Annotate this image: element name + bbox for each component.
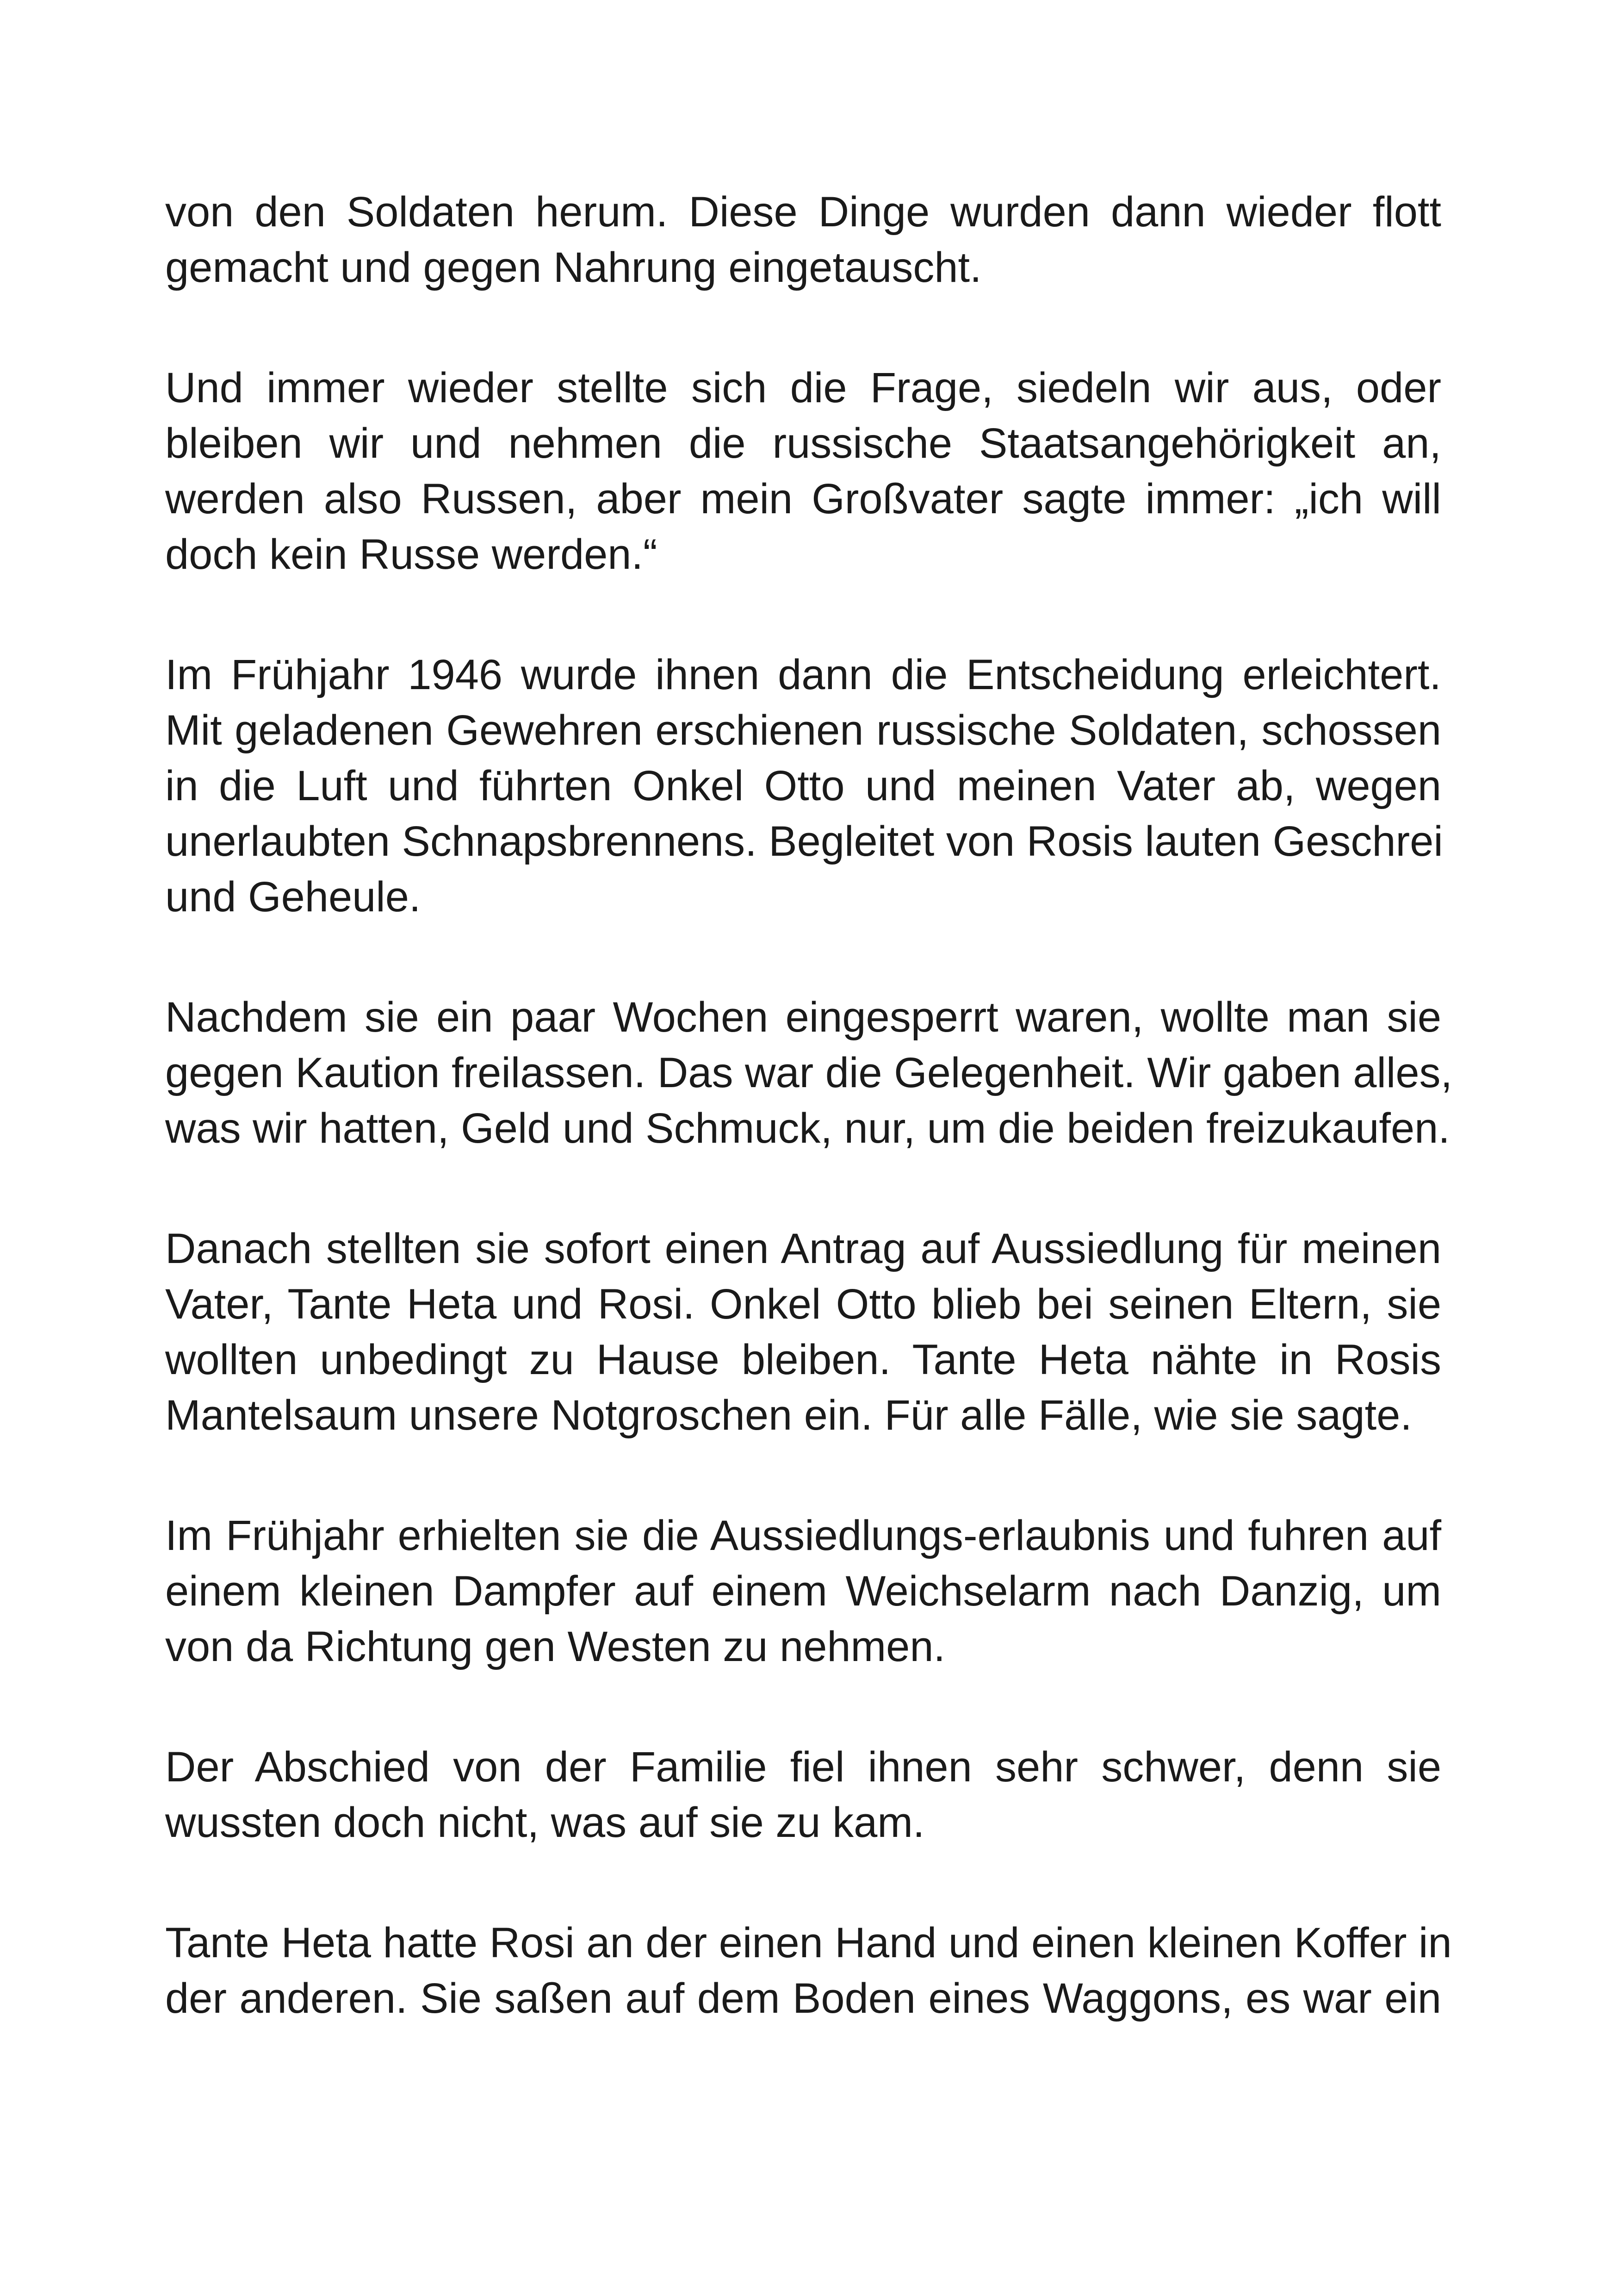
text-line: bleiben wir und nehmen die russische Staatsangehörigkeit an, <box>165 420 1441 467</box>
paragraph-7 <box>165 1739 1441 1850</box>
text-line: Danach stellten sie sofort einen Antrag auf Aussiedlung für meinen <box>165 1225 1441 1272</box>
paragraph-4 <box>165 989 1453 1156</box>
text-line: was wir hatten, Geld und Schmuck, nur, um die beiden freizukaufen. <box>165 1105 1450 1152</box>
text-line: Im Frühjahr erhielten sie die Aussiedlungs-erlaubnis und fuhren auf <box>165 1512 1441 1559</box>
text-line: Der Abschied von der Familie fiel ihnen sehr schwer, denn sie <box>165 1743 1441 1791</box>
text-line: Mit geladenen Gewehren erschienen russische Soldaten, schossen <box>165 707 1441 754</box>
text-line: von da Richtung gen Westen zu nehmen. <box>165 1623 946 1670</box>
paragraph-8 <box>165 1915 1452 2026</box>
paragraph-2 <box>165 360 1441 582</box>
text-line: Nachdem sie ein paar Wochen eingesperrt waren, wollte man sie <box>165 994 1441 1041</box>
text-line: doch kein Russe werden.“ <box>165 531 657 578</box>
text-line: Im Frühjahr 1946 wurde ihnen dann die Entscheidung erleichtert. <box>165 651 1441 698</box>
paragraph-5 <box>165 1221 1441 1443</box>
text-line: und Geheule. <box>165 873 421 921</box>
document-body <box>165 184 1453 2091</box>
text-line: in die Luft und führten Onkel Otto und meinen Vater ab, wegen <box>165 762 1441 809</box>
text-line: Vater, Tante Heta und Rosi. Onkel Otto blieb bei seinen Eltern, sie <box>165 1281 1441 1328</box>
text-line: gemacht und gegen Nahrung eingetauscht. <box>165 244 982 291</box>
text-line: werden also Russen, aber mein Großvater sagte immer: „ich will <box>165 475 1441 523</box>
text-line: Und immer wieder stellte sich die Frage, siedeln wir aus, oder <box>165 364 1441 411</box>
text-line: von den Soldaten herum. Diese Dinge wurden dann wieder flott <box>165 188 1441 236</box>
text-line: einem kleinen Dampfer auf einem Weichselarm nach Danzig, um <box>165 1568 1441 1615</box>
paragraph-3 <box>165 647 1441 925</box>
text-line: wussten doch nicht, was auf sie zu kam. <box>165 1799 925 1846</box>
text-line: Mantelsaum unsere Notgroschen ein. Für alle Fälle, wie sie sagte. <box>165 1392 1412 1439</box>
text-line: Tante Heta hatte Rosi an der einen Hand und einen kleinen Koffer in <box>165 1919 1452 1966</box>
text-line: der anderen. Sie saßen auf dem Boden eines Waggons, es war ein <box>165 1975 1441 2022</box>
text-line: wollten unbedingt zu Hause bleiben. Tante Heta nähte in Rosis <box>165 1336 1441 1383</box>
text-line: unerlaubten Schnapsbrennens. Begleitet von Rosis lauten Geschrei <box>165 818 1443 865</box>
paragraph-6 <box>165 1508 1441 1674</box>
text-line: gegen Kaution freilassen. Das war die Gelegenheit. Wir gaben alles, <box>165 1049 1453 1096</box>
paragraph-1 <box>165 184 1441 295</box>
